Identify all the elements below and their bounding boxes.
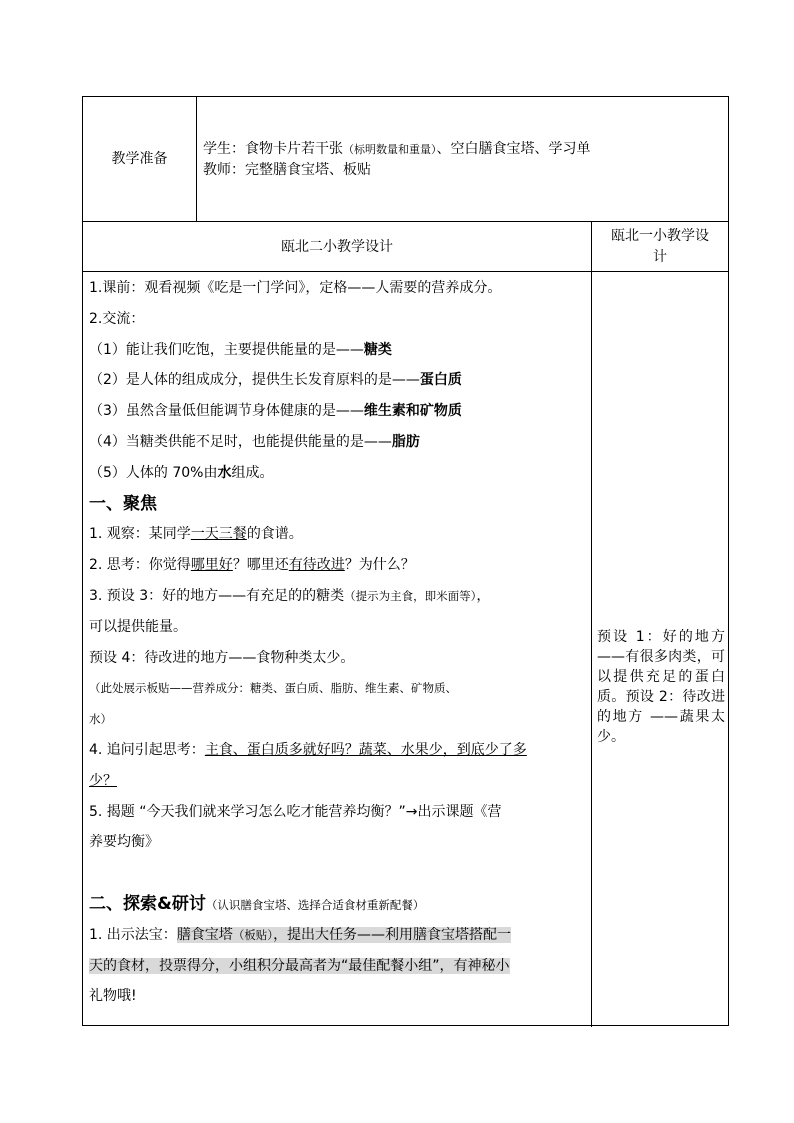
line: （4）当糖类供能不足时，也能提供能量的是——脂肪 xyxy=(89,433,420,450)
line: （3）虽然含量低但能调节身体健康的是——维生素和矿物质 xyxy=(89,403,462,420)
main-content xyxy=(89,273,587,1012)
header-right: 瓯北一小教学设 计 xyxy=(611,227,709,265)
line: 2.交流： xyxy=(89,310,145,327)
prep-content xyxy=(203,139,723,181)
line: 1.课前：观看视频《吃是一门学问》，定格——人需要的营养成分。 xyxy=(89,280,502,296)
line: 可以提供能量。 xyxy=(89,618,187,635)
line: 4. 追问引起思考：主食、蛋白质多就好吗？蔬菜、水果少，到底少了多 xyxy=(89,741,527,758)
line: 天的食材，投票得分，小组积分最高者为“最佳配餐小组”，有神秘小 xyxy=(89,957,510,974)
line: （2）是人体的组成成分，提供生长发育原料的是——蛋白质 xyxy=(89,372,462,389)
line: 1. 观察：某同学一天三餐的食谱。 xyxy=(89,526,303,543)
line: 3. 预设 3：好的地方——有充足的的糖类（提示为主食，即米面等）， xyxy=(89,587,491,604)
column-divider xyxy=(196,97,197,221)
line: （1）能让我们吃饱，主要提供能量的是——糖类 xyxy=(89,341,392,358)
right-column-notes: 预设 1：好的地方——有很多肉类，可以提供充足的蛋白质。预设 2：待改进的地方 ——蔬果太少。 xyxy=(597,629,725,745)
section-heading-explore: 二、探索&研讨（认识膳食宝塔、选择合适食材重新配餐） xyxy=(89,893,425,914)
line: 预设 4：待改进的地方——食物种类太少。 xyxy=(89,649,355,666)
line: 礼物哦! xyxy=(89,988,137,1005)
prep-teacher: 教师：完整膳食宝塔、板贴 xyxy=(203,162,371,178)
section-heading-focus: 一、聚焦 xyxy=(89,493,157,514)
header-left: 瓯北二小教学设计 xyxy=(281,238,393,255)
line: 少？ xyxy=(89,772,117,789)
prep-student: 学生：食物卡片若干张（标明数量和重量）、空白膳食宝塔、学习单 xyxy=(203,141,591,157)
lesson-plan-table xyxy=(82,96,729,1026)
line: 2. 思考：你觉得哪里好？哪里还有待改进？为什么？ xyxy=(89,557,415,574)
line: 养要均衡》 xyxy=(89,834,159,851)
row-divider xyxy=(83,271,728,272)
spacer xyxy=(89,858,587,889)
line: 5. 揭题 “今天我们就来学习怎么吃才能营养均衡？”→出示课题《营 xyxy=(89,803,502,820)
line: （5）人体的 70%由水组成。 xyxy=(89,464,274,481)
column-divider xyxy=(591,221,592,1027)
note-line: （此处展示板贴——营养成分：糖类、蛋白质、脂肪、维生素、矿物质、 xyxy=(89,681,457,696)
note-line: 水） xyxy=(89,712,112,727)
prep-label: 教学准备 xyxy=(111,151,168,167)
line: 1. 出示法宝：膳食宝塔（板贴），提出大任务——利用膳食宝塔搭配一 xyxy=(89,926,512,943)
